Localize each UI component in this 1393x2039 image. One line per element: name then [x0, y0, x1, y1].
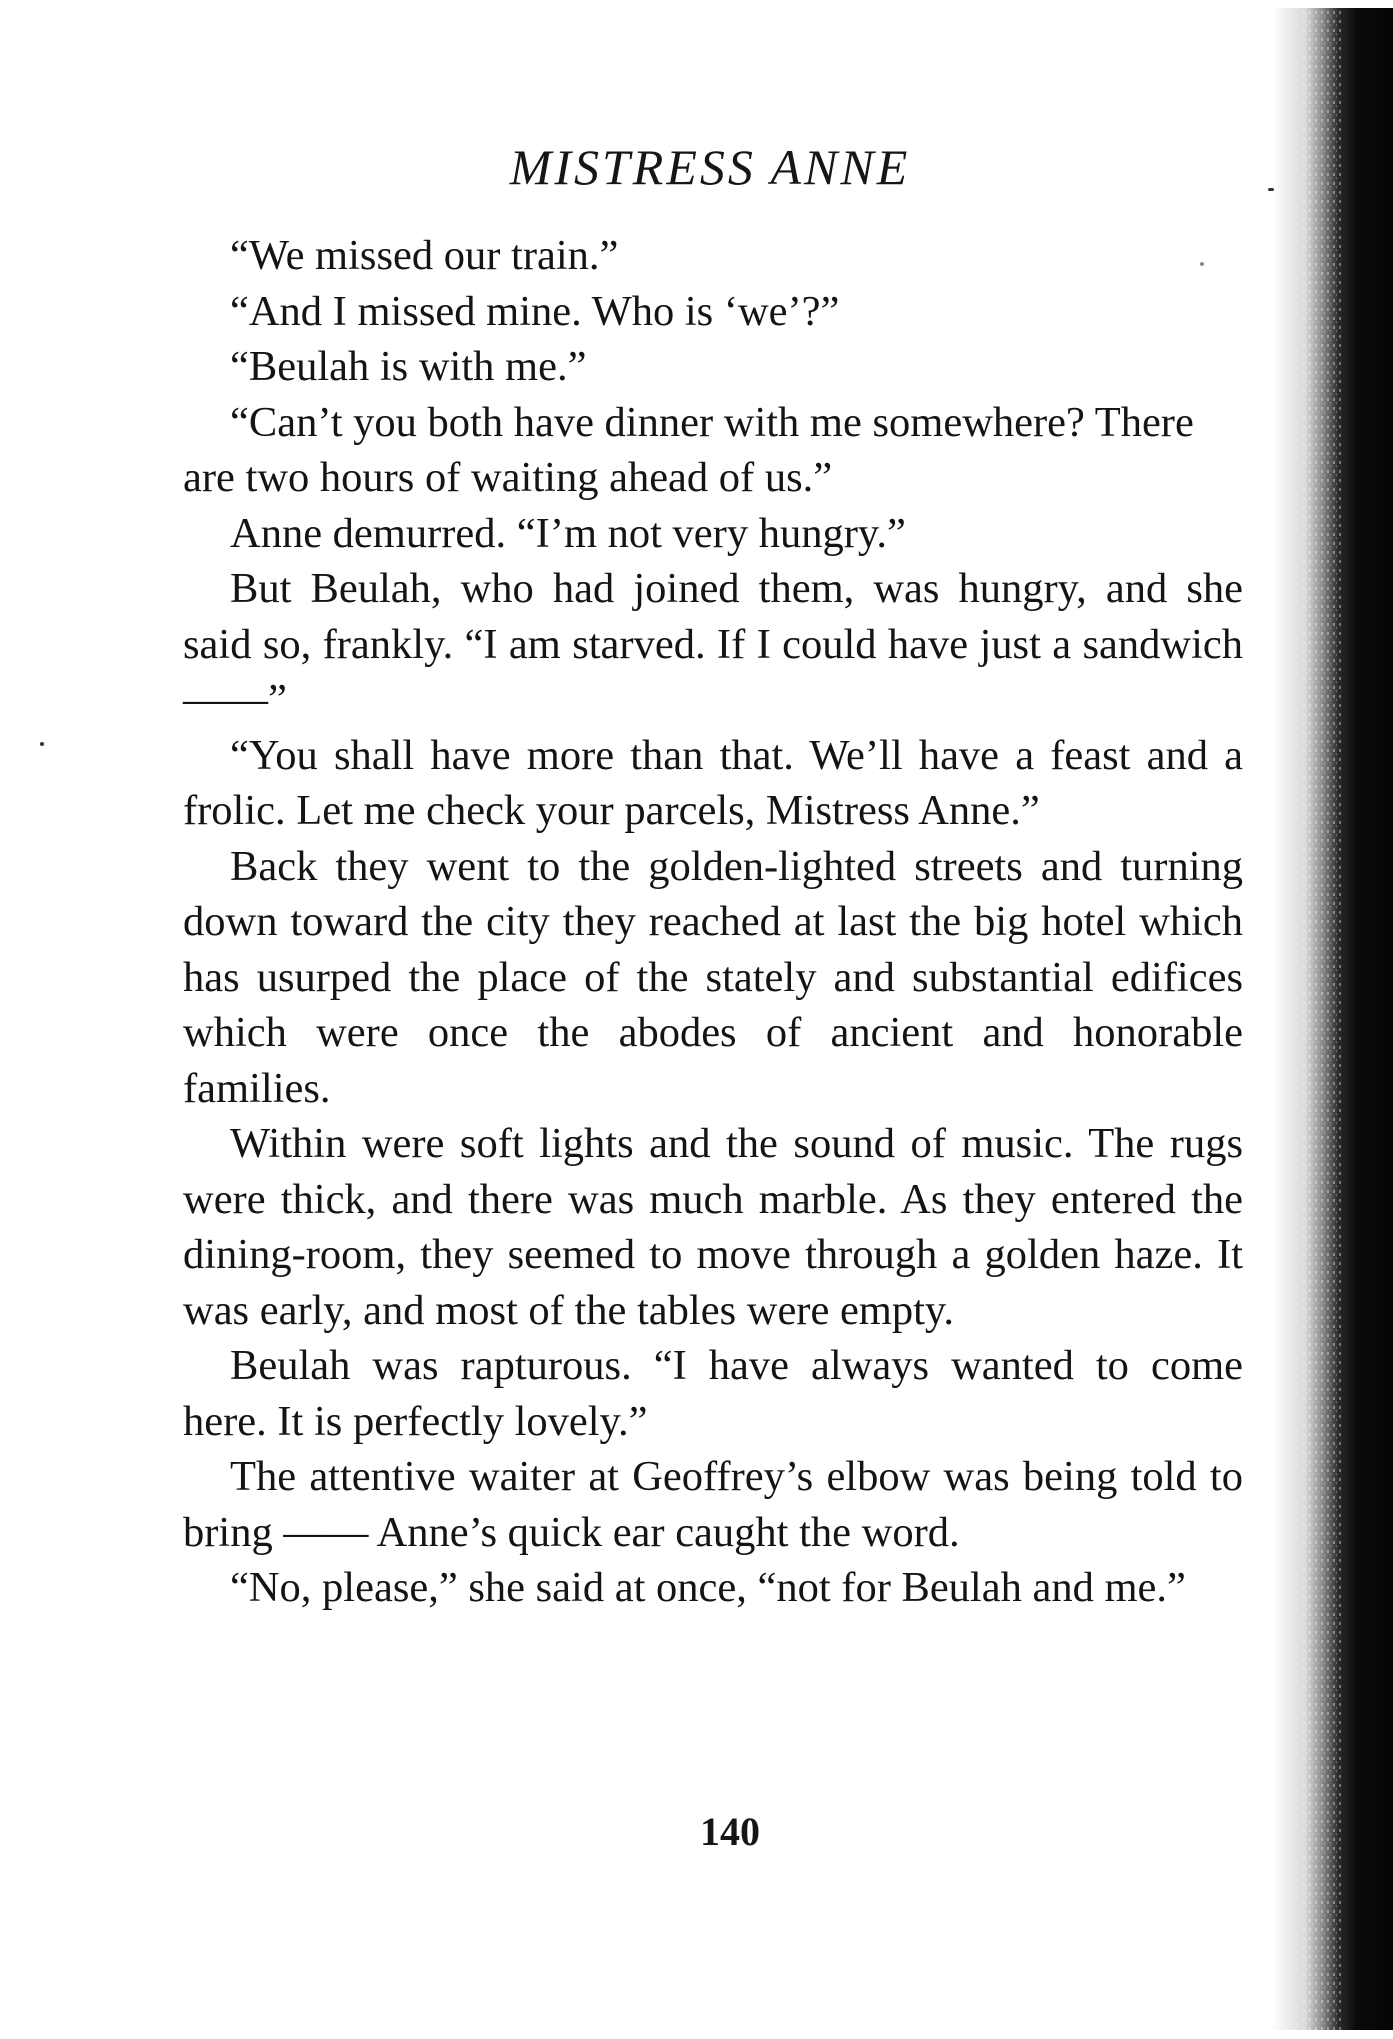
page-number: 140 [700, 1809, 760, 1854]
paragraph: Within were soft lights and the sound of music. The rugs were thick, and there was much marble. As they entered the dining-room, they seemed to move through a golden haze. It was early, and most of the tables were empty. [183, 1120, 1243, 1334]
paragraph: But Beulah, who had joined them, was hungry, and she said so, frankly. “I am starved. If I could have just a sandwich ——” [183, 565, 1243, 723]
running-head: MISTRESS ANNE [509, 139, 911, 195]
body-text [183, 228, 1243, 1616]
paragraph: The attentive waiter at Geoffrey’s elbow was being told to bring —— Anne’s quick ear caught the word. [183, 1453, 1243, 1556]
paragraph: “Can’t you both have dinner with me somewhere? There are two hours of waiting ahead of us.” [183, 398, 1194, 501]
scan-speck [40, 742, 44, 746]
paragraph: “And I missed mine. Who is ‘we’?” [230, 287, 840, 335]
paragraph: Anne demurred. “I’m not very hungry.” [230, 509, 906, 557]
paragraph: “You shall have more than that. We’ll have a feast and a frolic. Let me check your parcels, Mistress Anne.” [183, 731, 1243, 834]
paragraph: “Beulah is with me.” [230, 343, 587, 390]
paragraph: Back they went to the golden-lighted streets and turning down toward the city they reached at last the big hotel which has usurped the place of the stately and substantial edifices which were once the abodes of ancient and honorable families. [183, 842, 1243, 1112]
scan-speck [1268, 188, 1274, 191]
paragraph: “No, please,” she said at once, “not for Beulah and me.” [230, 1564, 1186, 1611]
paragraph: Beulah was rapturous. “I have always wanted to come here. It is perfectly lovely.” [183, 1342, 1243, 1445]
binding-edge-shadow [1272, 0, 1393, 2039]
scan-speck [1200, 262, 1204, 266]
paragraph: “We missed our train.” [230, 232, 619, 279]
